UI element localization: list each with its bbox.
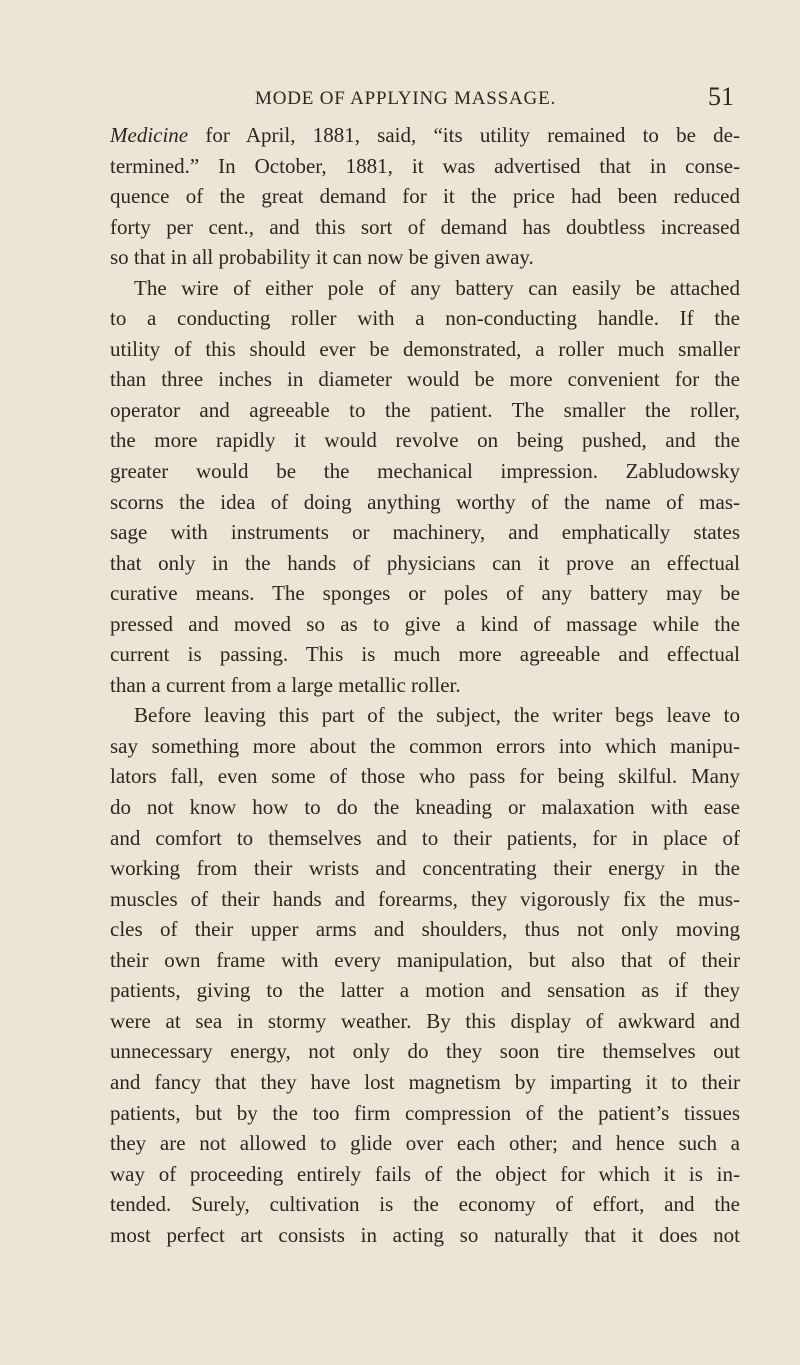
running-title: MODE OF APPLYING MASSAGE. (255, 88, 557, 109)
text-line: operator and agreeable to the patient. The smaller the roller, (110, 397, 740, 422)
text-line: utility of this should ever be demonstrated, a roller much smaller (110, 336, 740, 361)
text-line: that only in the hands of physicians can it prove an effectual (110, 550, 740, 575)
body-text (110, 120, 740, 1250)
text-line: greater would be the mechanical impression. Zabludowsky (110, 459, 740, 484)
text-line: patients, but by the too firm compression of the patient’s tissues (110, 1100, 740, 1125)
text-line: the more rapidly it would revolve on being pushed, and the (110, 428, 740, 453)
text-line: were at sea in stormy weather. By this display of awkward and (110, 1008, 740, 1033)
text-line: curative means. The sponges or poles of any battery may be (110, 581, 740, 606)
text-line: tended. Surely, cultivation is the economy of effort, and the (110, 1192, 740, 1217)
text-line: The wire of either pole of any battery can easily be attached (134, 275, 740, 300)
text-line: than three inches in diameter would be more convenient for the (110, 367, 740, 392)
text-line: say something more about the common errors into which manipu- (110, 733, 740, 758)
italic-journal-title: Medicine (110, 123, 189, 147)
text-line: sage with instruments or machinery, and emphatically states (110, 520, 740, 545)
text-line: and comfort to themselves and to their patients, for in place of (110, 825, 740, 850)
text-line-rest: for April, 1881, said, “its utility remained to be de- (188, 123, 740, 147)
text-line: Before leaving this part of the subject, the writer begs leave to (134, 703, 740, 728)
text-line: forty per cent., and this sort of demand has doubtless increased (110, 214, 740, 239)
text-line: working from their wrists and concentrating their energy in the (110, 856, 740, 881)
text-line: do not know how to do the kneading or malaxation with ease (110, 795, 740, 820)
text-line: unnecessary energy, not only do they soon tire themselves out (110, 1039, 740, 1064)
running-head (110, 84, 740, 114)
text-line: they are not allowed to glide over each other; and hence such a (110, 1131, 740, 1156)
text-line: current is passing. This is much more agreeable and effectual (110, 642, 740, 667)
text-line (110, 120, 740, 151)
text-line: cles of their upper arms and shoulders, thus not only moving (110, 917, 740, 942)
text-line: muscles of their hands and forearms, they vigorously fix the mus- (110, 886, 740, 911)
text-line: so that in all probability it can now be given away. (110, 245, 534, 270)
text-line: than a current from a large metallic roller. (110, 672, 461, 697)
text-line: scorns the idea of doing anything worthy of the name of mas- (110, 489, 740, 514)
text-line: most perfect art consists in acting so naturally that it does not (110, 1222, 740, 1247)
text-line: their own frame with every manipulation, but also that of their (110, 947, 740, 972)
text-line: and fancy that they have lost magnetism by imparting it to their (110, 1069, 740, 1094)
text-line: pressed and moved so as to give a kind of massage while the (110, 611, 740, 636)
page-number: 51 (708, 82, 734, 111)
text-line: quence of the great demand for it the price had been reduced (110, 184, 740, 209)
text-line: lators fall, even some of those who pass for being skilful. Many (110, 764, 740, 789)
text-line: to a conducting roller with a non-conducting handle. If the (110, 306, 740, 331)
text-line: way of proceeding entirely fails of the object for which it is in- (110, 1161, 740, 1186)
text-line: termined.” In October, 1881, it was advertised that in conse- (110, 153, 740, 178)
text-line: patients, giving to the latter a motion and sensation as if they (110, 978, 740, 1003)
